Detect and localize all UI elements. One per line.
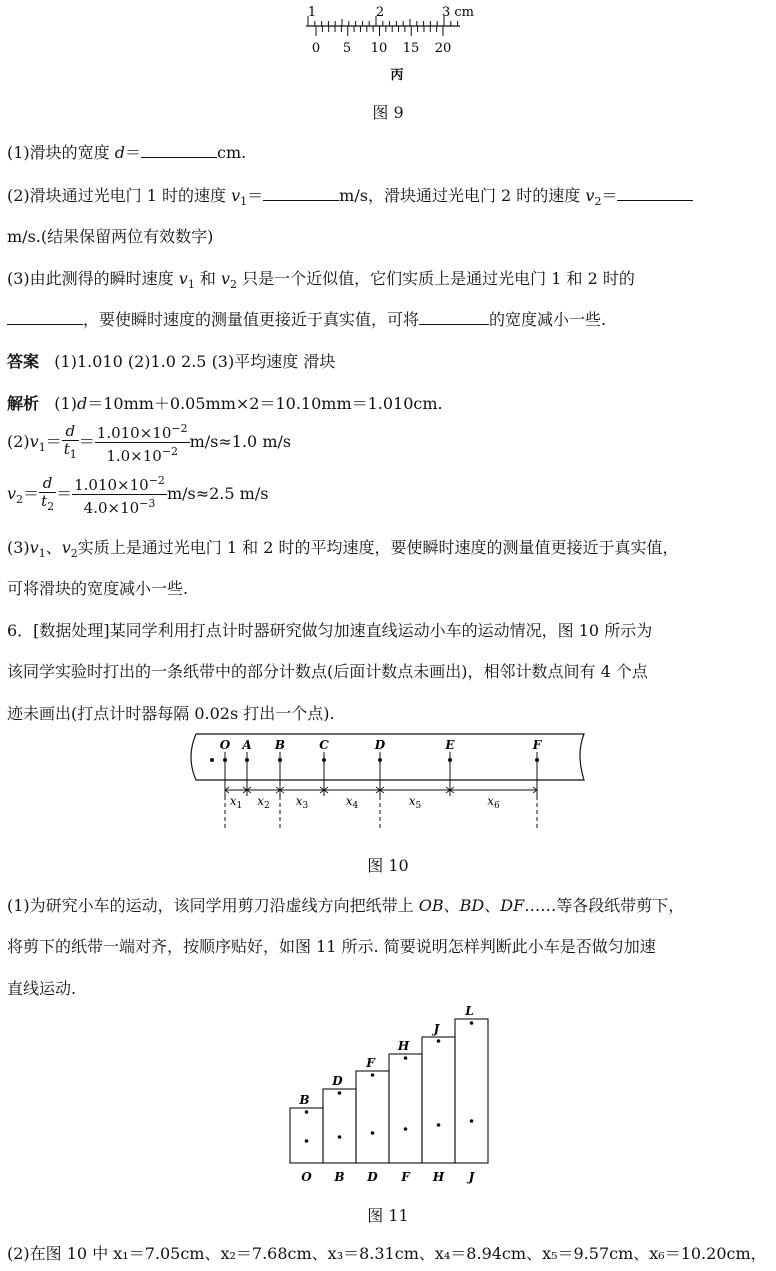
tape-point-label-C: C: [319, 738, 329, 752]
answer-label: 答案: [7, 352, 40, 371]
tape-point-label-F: F: [532, 738, 542, 752]
vernier-label-20: 20: [434, 41, 452, 56]
strip-bottom-label-B: B: [334, 1170, 345, 1184]
strip-bottom-label-H: H: [432, 1170, 445, 1184]
question-3: (3)由此测得的瞬时速度 $v_1$ 和 $v_2$ 只是一个近似值，它们实质上是通过光电门 1 和 2 时的: [7, 269, 635, 292]
strip-bottom-label-J: J: [468, 1170, 475, 1184]
question-2: (2)滑块通过光电门 1 时的速度 $v_1= m/s$，滑块通过光电门 2 时的速度 $v_2=$: [7, 185, 768, 213]
tape-segment-label-x4: $x_4$: [345, 794, 359, 811]
answer-blank-v2[interactable]: [617, 186, 693, 201]
answer-blank-v1[interactable]: [263, 186, 339, 201]
fig10-caption: 图 10: [367, 856, 409, 875]
fig10-paper-tape: [182, 730, 592, 835]
vernier-label-0: 0: [311, 41, 321, 56]
main-scale-label-1: 1: [307, 5, 317, 20]
tape-point-label-B: B: [274, 738, 286, 752]
answer-line: 答案 (1)1.010 (2)1.0 2.5 (3)平均速度 滑块: [7, 352, 336, 371]
question-6-line3: 迹未画出(打点计时器每隔 0.02s 打出一个点).: [7, 704, 335, 723]
question-2-line2: m/s.(结果保留两位有效数字): [7, 227, 214, 246]
vernier-label-10: 10: [370, 41, 388, 56]
strip-HJ: [422, 1037, 455, 1163]
answer-blank-d[interactable]: [141, 143, 217, 158]
question-6-2: (2)在图 10 中 x₁＝7.05cm、x₂＝7.68cm、x₃＝8.31cm、x₄＝8.94cm、x₅＝9.57cm、x₆＝10.20cm，: [7, 1244, 767, 1263]
answer-blank-object[interactable]: [419, 310, 489, 325]
strip-top-label-H: H: [397, 1039, 410, 1053]
strip-top-label-L: L: [465, 1004, 474, 1018]
strip-top-label-F: F: [366, 1056, 375, 1070]
analysis-line4: $(3)v_1$、$v_2$实质上是通过光电门 1 和 2 时的平均速度，要使瞬时速度的测量值更接近于真实值，: [7, 538, 679, 561]
analysis-formula-v2: $v_2=$ $\frac{d}{t_2}$ ＝ $\frac{1.010\times 10^{-2}}{4.0\times 10^{-3}}$ m/s≈2.5 m/s: [7, 473, 269, 517]
strip-top-label-D: D: [332, 1074, 343, 1088]
strip-bottom-label-F: F: [401, 1170, 410, 1184]
main-scale-label-2: 2: [375, 5, 385, 20]
fig9-sub-label: 丙: [390, 68, 404, 83]
question-6-line2: 该同学实验时打出的一条纸带中的部分计数点(后面计数点未画出)，相邻计数点间有 4 个点: [7, 662, 648, 681]
question-6-1-line1: (1)为研究小车的运动，该同学用剪刀沿虚线方向把纸带上 OB、BD、DF……等各段纸带剪下，: [7, 896, 685, 915]
analysis-formula-v1: $(2)v_1=$ $\frac{d}{t_1}$ ＝ $\frac{1.010\times 10^{-2}}{1.0\times 10^{-2}}$ m/s≈1.0 m/s: [7, 421, 292, 465]
tape-segment-label-x3: $x_3$: [295, 794, 309, 811]
question-1: (1)滑块的宽度 d＝ cm.: [7, 143, 247, 162]
analysis-label: 解析: [7, 394, 40, 413]
tape-point-label-A: A: [242, 738, 252, 752]
fig11-caption: 图 11: [367, 1206, 409, 1225]
tape-segment-label-x5: $x_5$: [408, 794, 422, 811]
strip-bottom-label-D: D: [367, 1170, 378, 1184]
question-3-line2: ，要使瞬时速度的测量值更接近于真实值，可将 的宽度减小一些.: [7, 309, 768, 331]
tape-point-label-E: E: [445, 738, 455, 752]
tape-point-label-O: O: [219, 738, 231, 752]
strip-OB: [290, 1108, 323, 1163]
question-6-1-line2: 将剪下的纸带一端对齐，按顺序贴好，如图 11 所示. 简要说明怎样判断此小车是否做匀加速: [7, 937, 656, 956]
fig9-vernier-scale: [290, 2, 490, 82]
vernier-label-5: 5: [342, 41, 352, 56]
answer-blank-velocity-type[interactable]: [7, 310, 83, 325]
strip-top-label-J: J: [433, 1022, 440, 1036]
tape-segment-label-x6: $x_6$: [487, 794, 500, 811]
fig9-caption: 图 9: [372, 103, 404, 122]
vernier-label-15: 15: [402, 41, 420, 56]
tape-segment-label-x2: $x_2$: [257, 794, 270, 811]
tape-segment-label-x1: $x_1$: [229, 794, 243, 811]
analysis-line1: 解析 (1)d＝10mm＋0.05mm×2＝10.10mm＝1.010cm.: [7, 394, 443, 413]
fig11-strip-chart: [280, 1004, 500, 1188]
main-scale-label-3: 3 cm: [441, 5, 475, 20]
strip-bottom-label-O: O: [301, 1170, 312, 1184]
question-6-1-line3: 直线运动.: [7, 979, 77, 998]
strip-top-label-B: B: [299, 1093, 310, 1107]
analysis-line5: 可将滑块的宽度减小一些.: [7, 579, 189, 598]
strip-JL: [455, 1019, 488, 1163]
strip-BD: [323, 1089, 356, 1163]
strip-FH: [389, 1054, 422, 1163]
tape-point-label-D: D: [374, 738, 386, 752]
strip-DF: [356, 1071, 389, 1163]
question-6-line1: 6．[数据处理]某同学利用打点计时器研究做匀加速直线运动小车的运动情况，图 10 所示为: [7, 621, 653, 640]
